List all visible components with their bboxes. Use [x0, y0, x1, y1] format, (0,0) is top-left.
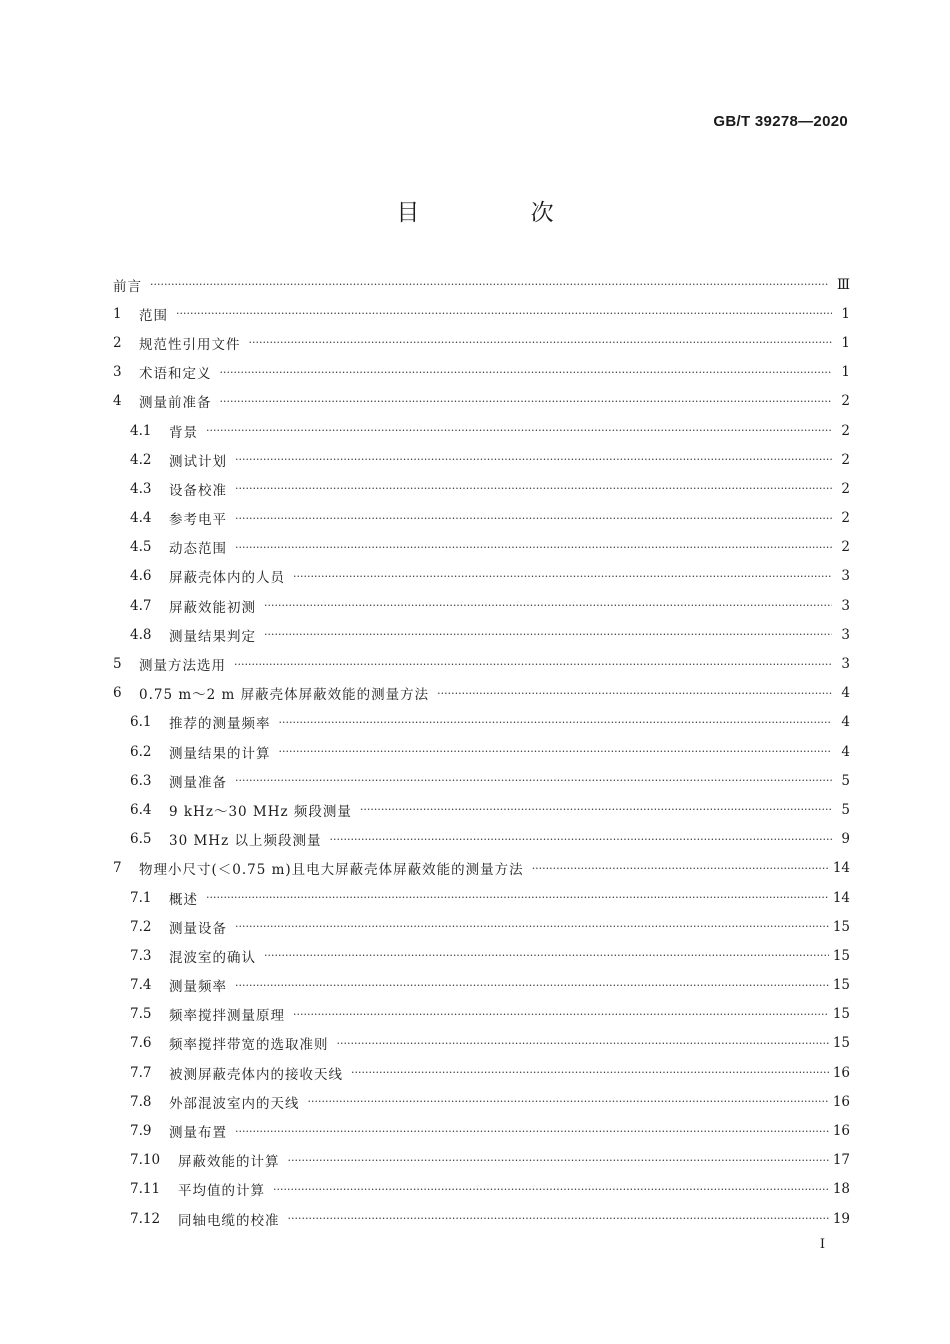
toc-entry[interactable]: [113, 387, 850, 416]
toc-entry[interactable]: [113, 1204, 850, 1233]
toc-entry[interactable]: [113, 825, 850, 854]
toc-entry[interactable]: [113, 562, 850, 591]
toc-leader-dots: [235, 1125, 829, 1138]
toc-leader-dots: [360, 803, 832, 816]
toc-entry-title: 背景: [169, 424, 198, 441]
toc-entry-number: 7.6: [130, 1035, 152, 1052]
toc-entry-title: 术语和定义: [139, 366, 212, 383]
toc-entry-page: 2: [841, 393, 850, 410]
toc-leader-dots: [235, 920, 829, 933]
toc-entry[interactable]: [113, 708, 850, 737]
toc-entry-title: 混波室的确认: [169, 949, 256, 966]
toc-leader-dots: [234, 658, 832, 671]
standard-code: GB/T 39278—2020: [713, 113, 848, 130]
toc-entry-number: 6.5: [130, 831, 152, 848]
toc-entry-title: 概述: [169, 891, 198, 908]
toc-entry-number: 1: [113, 305, 122, 322]
toc-entry-title: 平均值的计算: [178, 1183, 265, 1200]
toc-entry[interactable]: [113, 1116, 850, 1145]
toc-entry[interactable]: [113, 971, 850, 1000]
toc-entry-title: 0.75 m～2 m 屏蔽壳体屏蔽效能的测量方法: [139, 687, 430, 704]
toc-entry[interactable]: [113, 1087, 850, 1116]
toc-leader-dots: [308, 1095, 829, 1108]
toc-leader-dots: [235, 774, 832, 787]
toc-entry[interactable]: [113, 766, 850, 795]
toc-entry-title: 测量结果判定: [169, 628, 256, 645]
toc-entry-page: 9: [841, 831, 850, 848]
toc-leader-dots: [264, 949, 829, 962]
toc-leader-dots: [532, 862, 829, 875]
toc-entry-number: 7.7: [130, 1064, 152, 1081]
toc-entry-page: 2: [841, 480, 850, 497]
toc-entry-title: 9 kHz～30 MHz 频段测量: [169, 803, 352, 820]
toc-leader-dots: [288, 1212, 829, 1225]
toc-entry[interactable]: [113, 1029, 850, 1058]
toc-entry-number: 6.4: [130, 801, 152, 818]
toc-entry-title: 测量结果的计算: [169, 745, 271, 762]
toc-entry-title: 外部混波室内的天线: [169, 1095, 300, 1112]
toc-entry-page: 2: [841, 451, 850, 468]
toc-entry-number: 6: [113, 685, 122, 702]
toc-entry-page: 1: [841, 305, 850, 322]
toc-entry[interactable]: [113, 299, 850, 328]
toc-entry-title: 屏蔽效能的计算: [178, 1154, 280, 1171]
toc-entry-page: 17: [832, 1152, 850, 1169]
toc-entry-number: 6.2: [130, 743, 152, 760]
toc-entry[interactable]: [113, 737, 850, 766]
toc-entry[interactable]: [113, 883, 850, 912]
toc-entry[interactable]: [113, 416, 850, 445]
toc-entry-title: 规范性引用文件: [139, 336, 241, 353]
toc-entry-title: 屏蔽壳体内的人员: [169, 570, 285, 587]
toc-entry-number: 4.5: [130, 539, 152, 556]
toc-entry-page: 2: [841, 422, 850, 439]
toc-entry-page: 3: [841, 597, 850, 614]
footer-page-number: I: [819, 1237, 825, 1252]
toc-entry-number: 4.8: [130, 626, 152, 643]
toc-entry[interactable]: [113, 795, 850, 824]
toc-entry-title: 屏蔽效能初测: [169, 599, 256, 616]
toc-entry-title: 参考电平: [169, 512, 227, 529]
toc-entry-number: 7.4: [130, 977, 152, 994]
toc-entry-title: 推荐的测量频率: [169, 716, 271, 733]
toc-leader-dots: [437, 687, 832, 700]
toc-entry[interactable]: [113, 533, 850, 562]
toc-entry-page: 15: [832, 947, 850, 964]
toc-leader-dots: [293, 570, 832, 583]
toc-entry-number: 3: [113, 364, 122, 381]
toc-leader-dots: [235, 512, 832, 525]
toc-entry-title: 范围: [139, 307, 168, 324]
toc-leader-dots: [273, 1183, 829, 1196]
toc-entry[interactable]: [113, 912, 850, 941]
toc-leader-dots: [293, 1008, 829, 1021]
toc-leader-dots: [279, 745, 833, 758]
toc-entry-number: 7.12: [130, 1210, 161, 1227]
toc-entry-page: 15: [832, 977, 850, 994]
toc-leader-dots: [235, 482, 832, 495]
toc-entry-number: 6.3: [130, 772, 152, 789]
toc-entry-number: 7.10: [130, 1152, 161, 1169]
toc-leader-dots: [279, 716, 833, 729]
toc-leader-dots: [235, 979, 829, 992]
toc-entry[interactable]: [113, 504, 850, 533]
toc-entry-number: 4: [113, 393, 122, 410]
toc-leader-dots: [329, 833, 832, 846]
toc-leader-dots: [176, 307, 832, 320]
toc-leader-dots: [235, 541, 832, 554]
toc-entry-title: 测量设备: [169, 920, 227, 937]
toc-leader-dots: [220, 366, 833, 379]
toc-entry[interactable]: [113, 1146, 850, 1175]
toc-entry-page: 3: [841, 656, 850, 673]
toc-entry-page: 19: [832, 1210, 850, 1227]
toc-entry-number: 2: [113, 334, 122, 351]
table-of-contents: [113, 270, 850, 1233]
toc-entry[interactable]: [113, 445, 850, 474]
toc-leader-dots: [264, 628, 832, 641]
toc-leader-dots: [351, 1066, 829, 1079]
toc-entry[interactable]: [113, 620, 850, 649]
toc-entry-page: 14: [832, 860, 850, 877]
toc-entry-page: 1: [841, 364, 850, 381]
toc-entry-page: 15: [832, 1006, 850, 1023]
toc-entry[interactable]: [113, 358, 850, 387]
toc-entry[interactable]: [113, 854, 850, 883]
toc-entry-page: 15: [832, 1035, 850, 1052]
toc-entry-page: 3: [841, 568, 850, 585]
toc-entry-number: 7: [113, 860, 122, 877]
toc-entry-title: 被测屏蔽壳体内的接收天线: [169, 1066, 343, 1083]
toc-entry-page: 3: [841, 626, 850, 643]
toc-entry-title: 测量准备: [169, 774, 227, 791]
toc-leader-dots: [288, 1154, 829, 1167]
toc-entry-number: 7.1: [130, 889, 152, 906]
toc-entry-title: 频率搅拌测量原理: [169, 1008, 285, 1025]
toc-entry-title: 30 MHz 以上频段测量: [169, 833, 322, 850]
toc-entry-page: 1: [841, 334, 850, 351]
toc-entry-page: 16: [832, 1064, 850, 1081]
toc-entry-page: 4: [841, 743, 850, 760]
toc-entry-number: 7.9: [130, 1123, 152, 1140]
toc-leader-dots: [337, 1037, 829, 1050]
toc-entry-page: 4: [841, 714, 850, 731]
toc-entry-number: 4.3: [130, 480, 152, 497]
toc-entry-title: 频率搅拌带宽的选取准则: [169, 1037, 329, 1054]
toc-entry[interactable]: [113, 941, 850, 970]
toc-leader-dots: [206, 891, 829, 904]
toc-entry-title: 同轴电缆的校准: [178, 1212, 280, 1229]
toc-entry-title: 测量频率: [169, 979, 227, 996]
toc-entry-number: 4.1: [130, 422, 152, 439]
toc-entry-number: 7.11: [130, 1181, 161, 1198]
toc-entry-number: 5: [113, 656, 122, 673]
toc-entry-page: 14: [832, 889, 850, 906]
toc-entry-page: 2: [841, 539, 850, 556]
toc-entry-page: 15: [832, 918, 850, 935]
toc-entry[interactable]: [113, 591, 850, 620]
toc-entry-number: 7.8: [130, 1093, 152, 1110]
toc-entry-page: 4: [841, 685, 850, 702]
toc-entry-page: 5: [841, 772, 850, 789]
toc-entry[interactable]: [113, 679, 850, 708]
toc-leader-dots: [264, 599, 832, 612]
toc-entry-number: 7.5: [130, 1006, 152, 1023]
toc-entry-title: 动态范围: [169, 541, 227, 558]
toc-entry[interactable]: [113, 1175, 850, 1204]
toc-entry-number: 6.1: [130, 714, 152, 731]
toc-entry-title: 测量布置: [169, 1125, 227, 1142]
toc-leader-dots: [206, 424, 832, 437]
toc-leader-dots: [235, 453, 832, 466]
toc-entry-title: 测量前准备: [139, 395, 212, 412]
toc-entry[interactable]: [113, 328, 850, 357]
toc-entry-number: 7.2: [130, 918, 152, 935]
toc-entry-number: 4.2: [130, 451, 152, 468]
toc-entry-page: 16: [832, 1123, 850, 1140]
toc-leader-dots: [220, 395, 833, 408]
toc-entry-title: 测试计划: [169, 453, 227, 470]
toc-entry-page: Ⅲ: [836, 276, 850, 293]
toc-entry-page: 16: [832, 1093, 850, 1110]
toc-entry-number: 4.7: [130, 597, 152, 614]
toc-entry-title: 测量方法选用: [139, 658, 226, 675]
toc-entry-page: 2: [841, 510, 850, 527]
toc-entry-title: 设备校准: [169, 482, 227, 499]
toc-leader-dots: [150, 278, 832, 291]
toc-entry[interactable]: [113, 649, 850, 678]
toc-entry[interactable]: [113, 1058, 850, 1087]
toc-entry-number: 4.6: [130, 568, 152, 585]
toc-entry[interactable]: [113, 270, 850, 299]
toc-entry-page: 5: [841, 801, 850, 818]
toc-entry-title: 物理小尺寸(＜0.75 m)且电大屏蔽壳体屏蔽效能的测量方法: [139, 862, 524, 879]
toc-entry-number: 7.3: [130, 947, 152, 964]
toc-entry-number: 4.4: [130, 510, 152, 527]
toc-title: 目 次: [396, 200, 606, 226]
toc-entry[interactable]: [113, 474, 850, 503]
toc-entry[interactable]: [113, 1000, 850, 1029]
toc-entry-title: 前言: [113, 278, 142, 295]
toc-leader-dots: [249, 336, 833, 349]
toc-entry-page: 18: [832, 1181, 850, 1198]
